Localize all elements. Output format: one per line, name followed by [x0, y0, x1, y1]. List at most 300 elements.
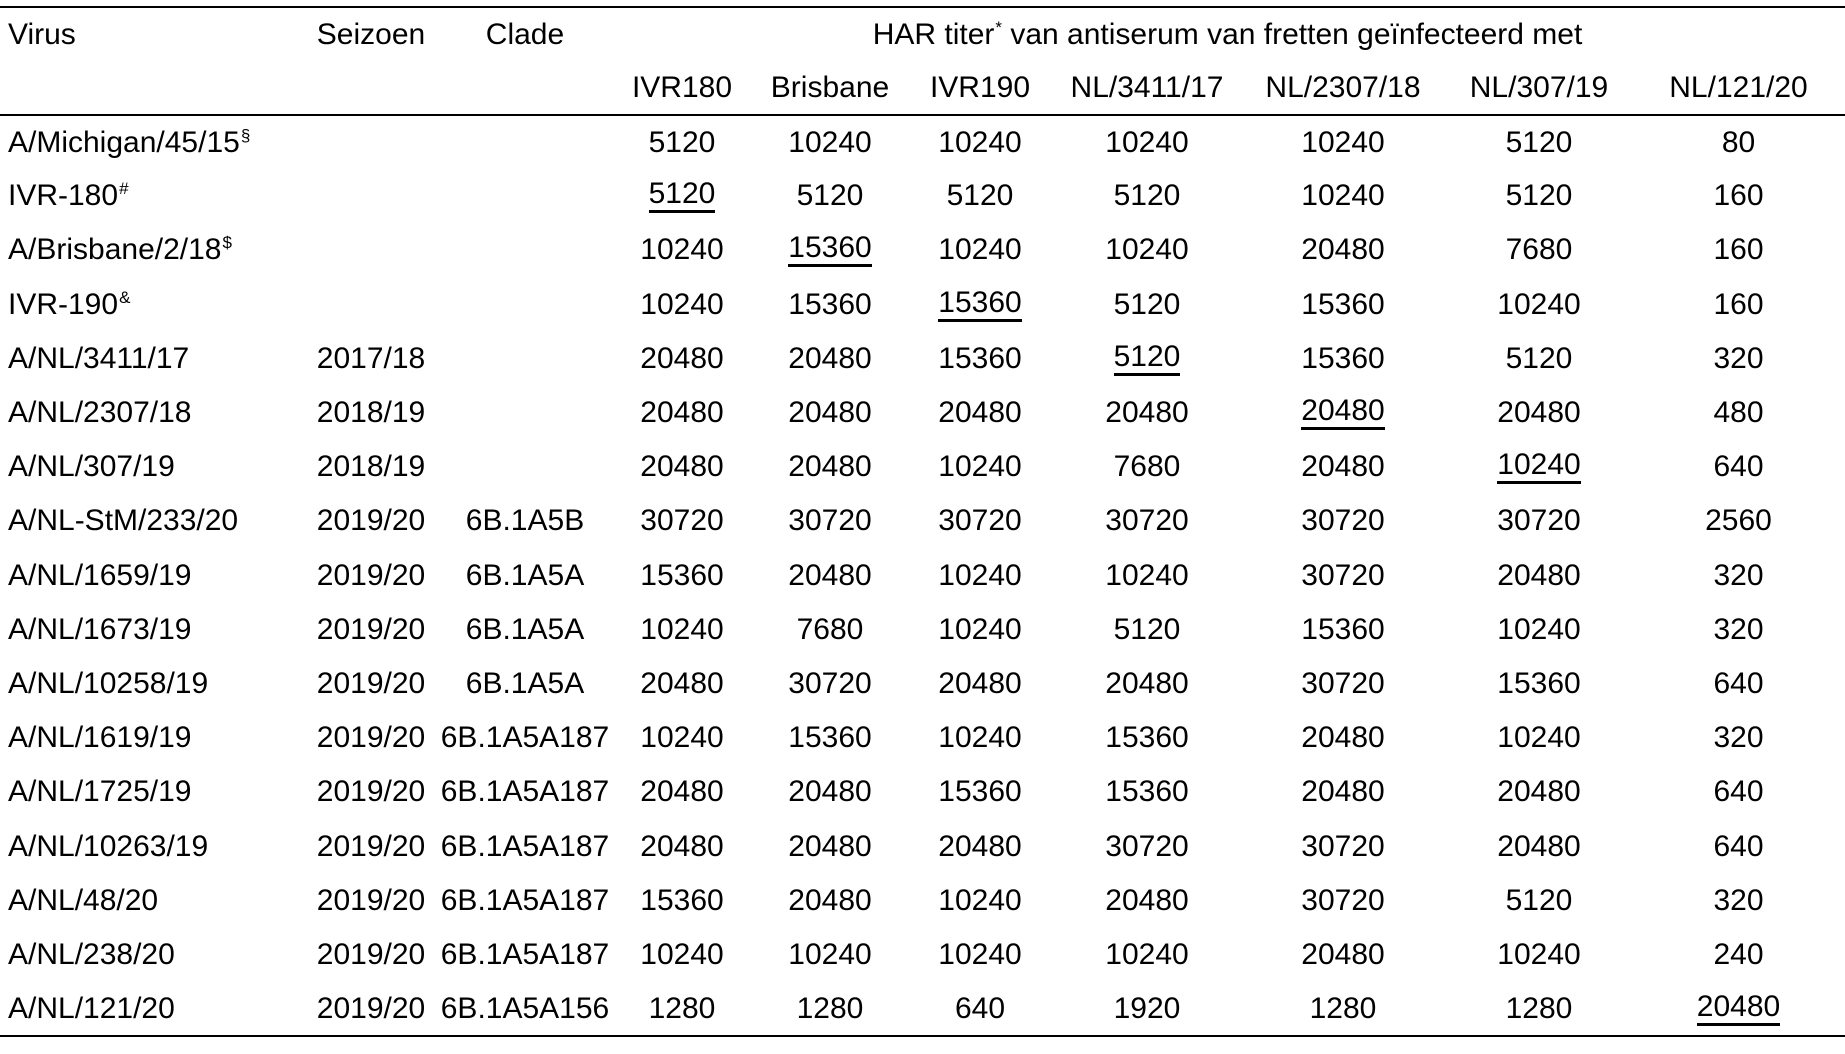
cell-virus	[0, 278, 302, 332]
titer-value: 5120	[1505, 179, 1573, 213]
titer-value: 10240	[788, 937, 872, 971]
cell-titer	[1446, 223, 1632, 277]
cell-virus	[0, 440, 302, 494]
titer-value: 30720	[938, 504, 1022, 538]
titer-value: 20480	[788, 775, 872, 809]
titer-value: 30720	[1301, 504, 1385, 538]
cell-season: 2018/19	[316, 450, 426, 484]
cell-clade: 6B.1A5A187	[440, 883, 610, 917]
titer-value: 20480	[1301, 721, 1385, 755]
titer-value: 10240	[788, 125, 872, 159]
cell-virus	[0, 982, 302, 1036]
titer-value: 20480	[1497, 558, 1581, 592]
table-row	[0, 169, 1845, 223]
footnote-mark: #	[119, 179, 129, 199]
cell-virus	[0, 223, 302, 277]
cell-season: 2019/20	[316, 666, 426, 700]
titer-value: 80	[1721, 125, 1756, 159]
titer-value: 20480	[640, 450, 724, 484]
cell-titer	[1446, 657, 1632, 711]
cell-titer	[610, 440, 754, 494]
cell-titer	[754, 711, 906, 765]
cell-titer	[754, 928, 906, 982]
cell-titer	[610, 819, 754, 873]
titer-value: 10240	[938, 937, 1022, 971]
header-row-2	[0, 61, 1845, 115]
cell-season: 2019/20	[316, 775, 426, 809]
cell-titer	[1240, 874, 1446, 928]
footnote-mark: §	[240, 125, 251, 145]
titer-value: 15360	[1301, 341, 1385, 375]
table-row	[0, 332, 1845, 386]
cell-titer	[1446, 549, 1632, 603]
cell-titer	[1632, 657, 1845, 711]
cell-titer	[1054, 115, 1240, 169]
virus-name: IVR-190	[8, 287, 119, 321]
span-title-mark: *	[995, 17, 1002, 37]
cell-titer	[610, 765, 754, 819]
virus-name: A/NL/2307/18	[8, 396, 192, 430]
header-row-1	[0, 7, 1845, 61]
cell-titer	[1632, 819, 1845, 873]
table-row	[0, 278, 1845, 332]
titer-value: 30720	[640, 504, 724, 538]
cell-titer	[610, 928, 754, 982]
titer-value: 30720	[1301, 883, 1385, 917]
homologous-titer: 5120	[1114, 342, 1181, 376]
cell-titer	[1054, 928, 1240, 982]
homologous-titer: 15360	[938, 288, 1021, 322]
titer-value: 1280	[1309, 991, 1377, 1025]
titer-value: 10240	[640, 721, 724, 755]
titer-value: 15360	[1497, 666, 1581, 700]
homologous-titer: 20480	[1697, 992, 1780, 1026]
cell-clade	[440, 386, 610, 440]
titer-value: 10240	[938, 558, 1022, 592]
titer-value: 320	[1713, 558, 1764, 592]
cell-titer	[754, 603, 906, 657]
titer-value: 30720	[1497, 504, 1581, 538]
cell-titer	[1240, 549, 1446, 603]
virus-name: A/NL/1673/19	[8, 612, 192, 646]
titer-value: 10240	[1105, 937, 1189, 971]
titer-value: 20480	[788, 829, 872, 863]
cell-clade	[440, 115, 610, 169]
virus-name: A/NL/1659/19	[8, 558, 192, 592]
cell-titer	[906, 874, 1054, 928]
cell-season: 2018/19	[316, 396, 426, 430]
cell-titer	[610, 223, 754, 277]
cell-titer	[754, 223, 906, 277]
cell-titer	[906, 982, 1054, 1036]
titer-value: 20480	[1105, 883, 1189, 917]
cell-virus	[0, 819, 302, 873]
cell-titer	[906, 928, 1054, 982]
cell-titer	[1632, 115, 1845, 169]
cell-titer	[1446, 874, 1632, 928]
header-spacer	[440, 61, 610, 115]
cell-clade: 6B.1A5A	[465, 558, 585, 592]
titer-value: 2560	[1705, 504, 1772, 538]
titer-value: 20480	[788, 450, 872, 484]
titer-value: 10240	[1105, 125, 1189, 159]
titer-value: 7680	[1113, 450, 1181, 484]
cell-titer	[1632, 928, 1845, 982]
cell-season	[302, 223, 440, 277]
table-row	[0, 603, 1845, 657]
cell-titer	[754, 386, 906, 440]
homologous-titer: 10240	[1497, 450, 1580, 484]
cell-virus	[0, 603, 302, 657]
titer-value: 5120	[796, 179, 864, 213]
titer-value: 10240	[640, 612, 724, 646]
titer-value: 160	[1713, 179, 1764, 213]
serum-header-nl-3411-17: NL/3411/17	[1070, 70, 1224, 104]
col-header-virus: Virus	[8, 17, 76, 51]
cell-clade: 6B.1A5A	[465, 612, 585, 646]
titer-value: 10240	[1497, 287, 1581, 321]
titer-value: 5120	[1113, 287, 1181, 321]
table-row	[0, 819, 1845, 873]
cell-virus	[0, 115, 302, 169]
cell-titer	[1240, 440, 1446, 494]
titer-value: 1280	[648, 991, 716, 1025]
cell-titer	[1446, 603, 1632, 657]
titer-value: 15360	[1301, 287, 1385, 321]
cell-titer	[754, 982, 906, 1036]
titer-value: 5120	[1505, 883, 1573, 917]
cell-titer	[1054, 874, 1240, 928]
titer-value: 20480	[640, 829, 724, 863]
titer-value: 10240	[938, 450, 1022, 484]
titer-value: 10240	[938, 612, 1022, 646]
titer-value: 20480	[1301, 775, 1385, 809]
serum-header-brisbane: Brisbane	[770, 70, 890, 104]
cell-season	[302, 115, 440, 169]
cell-titer	[1240, 711, 1446, 765]
cell-virus	[0, 765, 302, 819]
titer-value: 640	[1713, 829, 1764, 863]
har-titer-table	[0, 6, 1845, 1037]
virus-name: A/NL/121/20	[8, 991, 175, 1025]
cell-season: 2019/20	[316, 937, 426, 971]
cell-clade	[440, 332, 610, 386]
cell-titer	[1632, 603, 1845, 657]
cell-titer	[906, 711, 1054, 765]
cell-clade	[440, 278, 610, 332]
titer-value: 15360	[938, 341, 1022, 375]
cell-virus	[0, 657, 302, 711]
cell-titer	[754, 657, 906, 711]
cell-titer	[1054, 819, 1240, 873]
titer-value: 30720	[788, 504, 872, 538]
titer-value: 320	[1713, 721, 1764, 755]
cell-clade	[440, 440, 610, 494]
cell-titer	[754, 549, 906, 603]
titer-value: 1280	[1505, 991, 1573, 1025]
titer-value: 20480	[1105, 666, 1189, 700]
cell-season: 2019/20	[316, 721, 426, 755]
cell-titer	[1054, 332, 1240, 386]
titer-value: 20480	[938, 829, 1022, 863]
table-row	[0, 549, 1845, 603]
titer-value: 10240	[938, 233, 1022, 267]
titer-value: 10240	[640, 937, 724, 971]
titer-value: 7680	[1505, 233, 1573, 267]
titer-value: 5120	[946, 179, 1014, 213]
table-row	[0, 765, 1845, 819]
titer-value: 20480	[640, 341, 724, 375]
cell-season: 2019/20	[316, 612, 426, 646]
cell-titer	[906, 115, 1054, 169]
serum-header-ivr180: IVR180	[631, 70, 733, 104]
cell-titer	[906, 549, 1054, 603]
cell-titer	[610, 657, 754, 711]
titer-value: 7680	[796, 612, 864, 646]
titer-value: 1280	[796, 991, 864, 1025]
table-row	[0, 494, 1845, 548]
titer-value: 15360	[640, 558, 724, 592]
cell-titer	[906, 657, 1054, 711]
cell-titer	[1632, 982, 1845, 1036]
cell-titer	[1446, 711, 1632, 765]
cell-season: 2019/20	[316, 558, 426, 592]
titer-value: 20480	[788, 883, 872, 917]
titer-value: 1920	[1113, 991, 1181, 1025]
cell-titer	[1632, 386, 1845, 440]
titer-value: 5120	[1505, 125, 1573, 159]
virus-name: A/NL/1619/19	[8, 721, 192, 755]
table-row	[0, 115, 1845, 169]
cell-titer	[1240, 115, 1446, 169]
virus-name: IVR-180	[8, 179, 119, 213]
cell-titer	[906, 765, 1054, 819]
cell-titer	[1632, 549, 1845, 603]
cell-season: 2019/20	[316, 504, 426, 538]
titer-value: 15360	[938, 775, 1022, 809]
cell-clade: 6B.1A5A187	[440, 937, 610, 971]
table-row	[0, 928, 1845, 982]
titer-value: 10240	[938, 125, 1022, 159]
titer-value: 15360	[1105, 775, 1189, 809]
cell-titer	[1054, 223, 1240, 277]
virus-name: A/NL/3411/17	[8, 341, 190, 375]
cell-titer	[1446, 819, 1632, 873]
cell-titer	[1240, 332, 1446, 386]
cell-virus	[0, 928, 302, 982]
titer-value: 320	[1713, 341, 1764, 375]
cell-titer	[1446, 494, 1632, 548]
homologous-titer: 15360	[788, 233, 871, 267]
cell-titer	[1240, 657, 1446, 711]
cell-titer	[610, 386, 754, 440]
titer-value: 20480	[938, 396, 1022, 430]
table-row	[0, 711, 1845, 765]
titer-value: 320	[1713, 883, 1764, 917]
titer-value: 20480	[1105, 396, 1189, 430]
titer-value: 10240	[1497, 721, 1581, 755]
cell-clade: 6B.1A5A187	[440, 721, 610, 755]
cell-titer	[906, 494, 1054, 548]
titer-value: 480	[1713, 396, 1764, 430]
cell-titer	[1632, 711, 1845, 765]
virus-name: A/NL/10258/19	[8, 666, 209, 700]
cell-titer	[1240, 928, 1446, 982]
titer-value: 15360	[1301, 612, 1385, 646]
titer-value: 10240	[640, 287, 724, 321]
cell-titer	[610, 874, 754, 928]
homologous-titer: 20480	[1301, 396, 1384, 430]
titer-value: 10240	[938, 883, 1022, 917]
titer-value: 10240	[1497, 937, 1581, 971]
cell-titer	[1240, 223, 1446, 277]
titer-value: 240	[1713, 937, 1764, 971]
titer-value: 640	[1713, 775, 1764, 809]
titer-value: 640	[1713, 666, 1764, 700]
titer-value: 20480	[1301, 450, 1385, 484]
cell-season: 2019/20	[316, 883, 426, 917]
table-row	[0, 386, 1845, 440]
cell-virus	[0, 169, 302, 223]
cell-titer	[1054, 711, 1240, 765]
cell-titer	[1240, 494, 1446, 548]
cell-titer	[1054, 440, 1240, 494]
cell-season: 2019/20	[316, 991, 426, 1025]
cell-titer	[1632, 332, 1845, 386]
titer-value: 15360	[788, 721, 872, 755]
cell-titer	[906, 603, 1054, 657]
table-row	[0, 982, 1845, 1036]
cell-titer	[1240, 982, 1446, 1036]
cell-clade: 6B.1A5A187	[440, 775, 610, 809]
cell-season: 2017/18	[316, 341, 426, 375]
cell-titer	[610, 115, 754, 169]
serum-header-nl-2307-18: NL/2307/18	[1265, 70, 1421, 104]
cell-titer	[754, 440, 906, 494]
cell-titer	[1632, 765, 1845, 819]
cell-titer	[1054, 278, 1240, 332]
cell-clade	[440, 169, 610, 223]
cell-titer	[610, 332, 754, 386]
virus-name: A/NL/48/20	[8, 883, 159, 917]
cell-titer	[610, 494, 754, 548]
span-title: HAR titer	[872, 17, 995, 51]
col-header-clade: Clade	[485, 17, 565, 51]
cell-titer	[906, 278, 1054, 332]
span-title-rest: van antiserum van fretten geïnfecteerd met	[1002, 17, 1583, 51]
cell-season	[302, 278, 440, 332]
cell-clade: 6B.1A5A156	[440, 991, 610, 1025]
cell-titer	[754, 874, 906, 928]
serum-header-nl-121-20: NL/121/20	[1669, 70, 1808, 104]
titer-value: 20480	[788, 396, 872, 430]
titer-value: 15360	[1105, 721, 1189, 755]
cell-clade: 6B.1A5A	[465, 666, 585, 700]
table-row	[0, 874, 1845, 928]
titer-value: 20480	[1497, 829, 1581, 863]
titer-value: 30720	[1301, 829, 1385, 863]
titer-value: 20480	[788, 341, 872, 375]
titer-value: 320	[1713, 612, 1764, 646]
cell-titer	[1054, 386, 1240, 440]
cell-virus	[0, 494, 302, 548]
cell-titer	[1446, 278, 1632, 332]
cell-titer	[1632, 278, 1845, 332]
titer-value: 20480	[1301, 937, 1385, 971]
header-spacer	[0, 61, 302, 115]
table-body	[0, 115, 1845, 1036]
titer-value: 5120	[1113, 612, 1181, 646]
col-header-antiserum-span	[610, 7, 1845, 61]
titer-value: 20480	[1497, 396, 1581, 430]
cell-titer	[906, 169, 1054, 223]
titer-value: 640	[954, 991, 1006, 1025]
titer-value: 20480	[640, 666, 724, 700]
homologous-titer: 5120	[649, 179, 716, 213]
virus-name: A/Michigan/45/15	[8, 125, 240, 159]
virus-name: A/NL/307/19	[8, 450, 175, 484]
serum-header-ivr190: IVR190	[929, 70, 1031, 104]
titer-value: 20480	[1497, 775, 1581, 809]
cell-titer	[1446, 440, 1632, 494]
virus-name: A/NL/1725/19	[8, 775, 192, 809]
virus-name: A/NL-StM/233/20	[8, 504, 239, 538]
titer-value: 30720	[1301, 666, 1385, 700]
cell-titer	[1240, 603, 1446, 657]
cell-titer	[754, 765, 906, 819]
titer-value: 10240	[938, 721, 1022, 755]
cell-titer	[1054, 982, 1240, 1036]
cell-titer	[1632, 874, 1845, 928]
titer-value: 10240	[1301, 125, 1385, 159]
titer-value: 10240	[1497, 612, 1581, 646]
cell-titer	[1446, 928, 1632, 982]
titer-value: 20480	[640, 396, 724, 430]
cell-titer	[1054, 549, 1240, 603]
col-header-season: Seizoen	[316, 17, 426, 51]
cell-virus	[0, 874, 302, 928]
cell-virus	[0, 332, 302, 386]
titer-value: 5120	[648, 125, 716, 159]
table-row	[0, 440, 1845, 494]
cell-titer	[610, 603, 754, 657]
cell-season	[302, 169, 440, 223]
titer-value: 5120	[1505, 341, 1573, 375]
cell-titer	[1240, 278, 1446, 332]
titer-value: 20480	[938, 666, 1022, 700]
virus-name: A/Brisbane/2/18	[8, 233, 222, 267]
titer-value: 20480	[1301, 233, 1385, 267]
cell-titer	[610, 982, 754, 1036]
cell-titer	[1632, 440, 1845, 494]
titer-value: 15360	[640, 883, 724, 917]
titer-value: 30720	[1105, 829, 1189, 863]
cell-titer	[754, 169, 906, 223]
virus-name: A/NL/238/20	[8, 937, 175, 971]
titer-value: 20480	[640, 775, 724, 809]
cell-titer	[1446, 332, 1632, 386]
cell-virus	[0, 711, 302, 765]
cell-titer	[754, 494, 906, 548]
cell-titer	[610, 711, 754, 765]
titer-value: 160	[1713, 233, 1764, 267]
cell-titer	[754, 819, 906, 873]
cell-virus	[0, 549, 302, 603]
cell-titer	[906, 819, 1054, 873]
titer-value: 30720	[1301, 558, 1385, 592]
cell-titer	[1240, 169, 1446, 223]
cell-titer	[906, 440, 1054, 494]
